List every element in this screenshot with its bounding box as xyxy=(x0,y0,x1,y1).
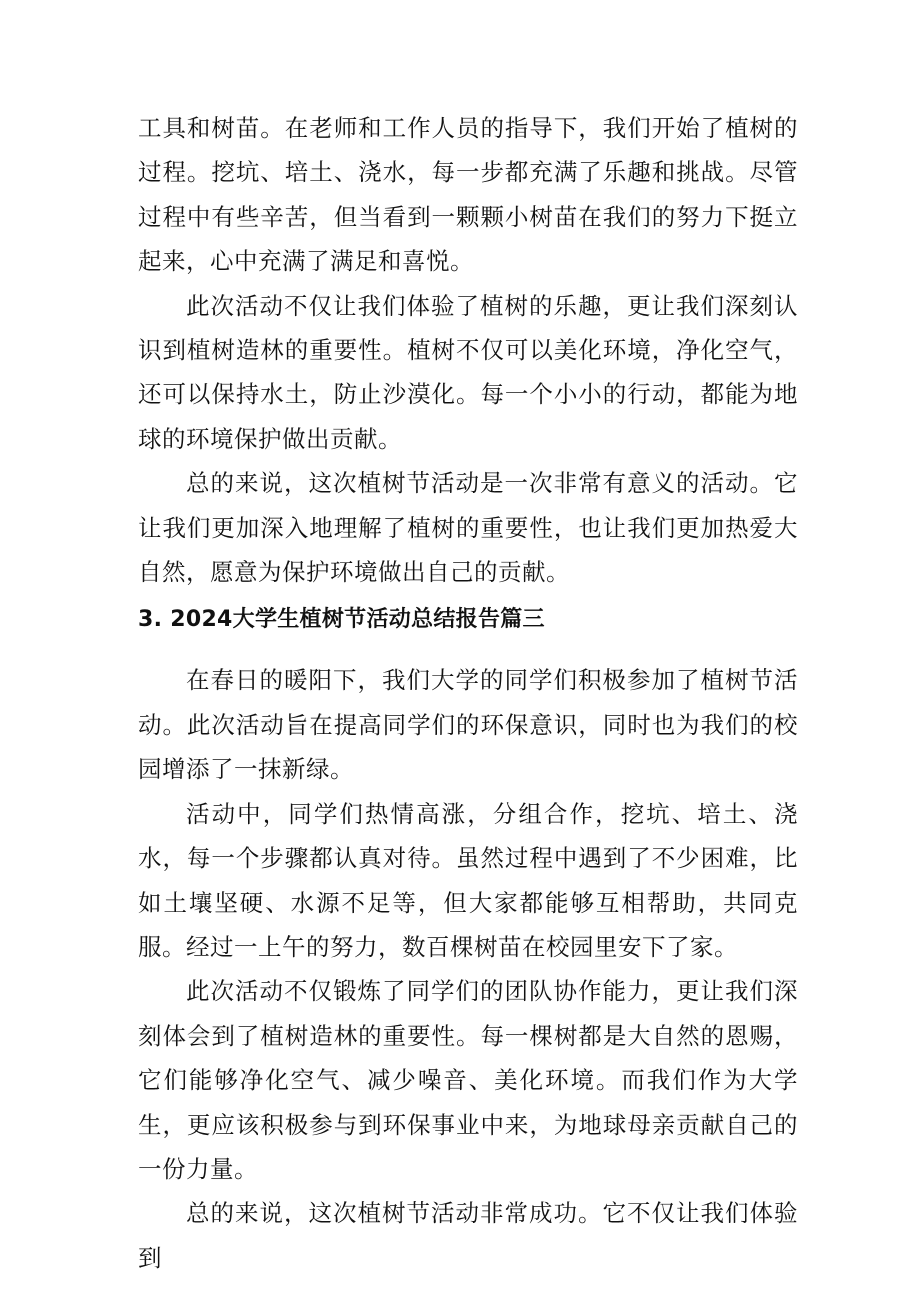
paragraph-continued: 工具和树苗。在老师和工作人员的指导下，我们开始了植树的过程。挖坑、培土、浇水，每一步都充满了乐趣和挑战。尽管过程中有些辛苦，但当看到一颗颗小树苗在我们的努力下挺立起来，心中充满了满足和喜悦。 xyxy=(138,114,798,276)
section-heading: 3. 2024大学生植树节活动总结报告篇三 xyxy=(138,607,545,633)
paragraph: 活动中，同学们热情高涨，分组合作，挖坑、培土、浇水，每一个步骤都认真对待。虽然过程中遇到了不少困难，比如土壤坚硬、水源不足等，但大家都能够互相帮助，共同克服。经过一上午的努力，数百棵树苗在校园里安下了家。 xyxy=(138,799,798,961)
paragraph: 总的来说，这次植树节活动是一次非常有意义的活动。它让我们更加深入地理解了植树的重要性，也让我们更加热爱大自然，愿意为保护环境做出自己的贡献。 xyxy=(138,469,798,587)
document-body xyxy=(138,106,798,1280)
paragraph: 此次活动不仅让我们体验了植树的乐趣，更让我们深刻认识到植树造林的重要性。植树不仅可以美化环境，净化空气，还可以保持水土，防止沙漠化。每一个小小的行动，都能为地球的环境保护做出贡献。 xyxy=(138,291,798,453)
spacer xyxy=(138,642,798,658)
paragraph-truncated: 总的来说，这次植树节活动非常成功。它不仅让我们体验到 xyxy=(138,1199,798,1272)
paragraph: 此次活动不仅锻炼了同学们的团队协作能力，更让我们深刻体会到了植树造林的重要性。每一棵树都是大自然的恩赐，它们能够净化空气、减少噪音、美化环境。而我们作为大学生，更应该积极参与到环保事业中来，为地球母亲贡献自己的一份力量。 xyxy=(138,977,798,1183)
paragraph: 在春日的暖阳下，我们大学的同学们积极参加了植树节活动。此次活动旨在提高同学们的环保意识，同时也为我们的校园增添了一抹新绿。 xyxy=(138,666,798,784)
